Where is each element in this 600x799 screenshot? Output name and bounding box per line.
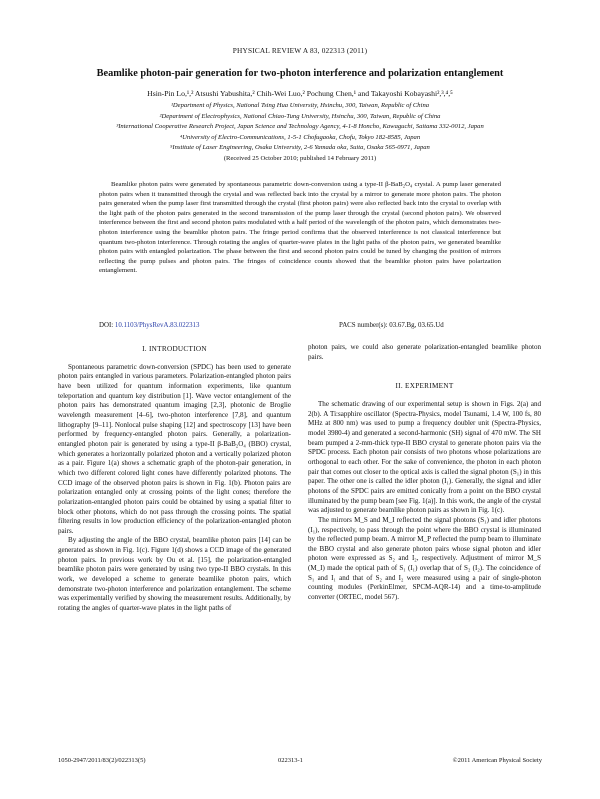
pacs-numbers: PACS number(s): 03.67.Bg, 03.65.Ud xyxy=(339,322,444,329)
intro-paragraph-1: Spontaneous parametric down-conversion (SPDC) has been used to generate photon pairs entangled in various parameters. Polarization-entangled photon pairs have been utilized for quantum information experiments, like quantum teleportation and quantum key distribution [1]. Wave vector entanglement of the photon pairs has demonstrated quantum imaging [2,3], photonic de Broglie wavelength measurement [4–6], two-photon interference [7,8], and quantum lithography [9–11]. Nonlocal pulse shaping [12] and spectroscopy [13] have been performed by frequency-entangled photon pairs. Generally, a polarization-entangled photon pair is generated by using a type-II β-BaB₂O₄ (BBO) crystal, which generates a horizontally polarized photon and a vertically polarized photon as a pair. Figure 1(a) shows a schematic graph of the photon-pair generation, in which two different colored light cones have differently polarized photons. The CCD image of the observed photon pairs is shown in Fig. 1(b). Photon pairs are polarization entangled only at crossing points of the light cones; therefore the polarization-entangled photon pairs could be obtained by using a spatial filter to block other photons, which do not pass through the crossing points. The spatial filtering results in low production efficiency of the polarization-entangled photon pairs. xyxy=(58,362,291,535)
intro-paragraph-continued: photon pairs, we could also generate polarization-entangled beamlike photon pairs. xyxy=(308,343,541,361)
section-heading-experiment: II. EXPERIMENT xyxy=(395,382,454,391)
journal-header: PHYSICAL REVIEW A 83, 022313 (2011) xyxy=(232,46,368,55)
affiliation-3: ³International Cooperative Research Project, Japan Science and Technology Agency, 4-1-8 Honcho, Kawaguchi, Saitama 332-0012, Japan xyxy=(116,123,484,131)
affiliation-4: ⁴University of Electro-Communications, 1-5-1 Chofugaoka, Chofu, Tokyo 182-8585, Japan xyxy=(179,133,421,141)
affiliation-1: ¹Department of Physics, National Tsing Hua University, Hsinchu, 300, Taiwan, Republic of China xyxy=(170,102,430,109)
abstract: Beamlike photon pairs were generated by spontaneous parametric down-conversion using a type-II β-BaB₂O₄ crystal. A pump laser generated photon pairs when it transmitted through the crystal and was reflected back into the crystal by a mirror to generate more photon pairs. The photon pairs generated when the pump laser first transmitted through the crystal (first photon pairs) were also reflected back into the crystal to overlap with the light path of the photon pairs generated in the second transmission of the pump laser through the crystal (second photon pairs). We observed interference between the first and second photon pairs modulated with a half period of the wavelength of the photon pairs, which demonstrates two-photon interference using the beamlike photon pairs. The fringe period confirms that the observed interference is not classical interference but quantum two-photon interference. Through rotating the angles of quarter-wave plates in the light paths of the photon pairs, we generated beamlike photon pairs with entangled polarization. The phase between the first and second photon pairs could be tuned by changing the position of mirrors reflecting the pump pulses and photon pairs. The fringes of coincidence counts showed that the beamlike photon pairs have polarization entanglement. xyxy=(99,181,501,275)
left-column xyxy=(58,343,291,614)
affiliation-2: ²Department of Electrophysics, National Chiao-Tung University, Hsinchu, 300, Taiwan, Republic of China xyxy=(159,112,441,120)
footer-copyright: ©2011 American Physical Society xyxy=(452,757,542,764)
experiment-paragraph-2: The mirrors M_S and M_I reflected the signal photons (S₁) and idler photons (I₁), respectively, to pass through the point where the BBO crystal is illuminated by the reflected pump beam. A mirror M_P reflected the pump beam to illuminate the BBO crystal and also generate photon pairs whose signal photon and idler photon were expressed as S₂ and I₂, respectively. Adjustment of mirror M_S (M_I) made the optical path of S₁ (I₁) overlap that of S₂ (I₂). The coincidence of S₁ and I₁ and that of S₂ and I₂ were measured using a pair of single-photon counting modules (PerkinElmer, SPCM-AQR-14) and a time-to-amplitude converter (ORTEC, model 567). xyxy=(308,515,541,602)
footer-page-number: 022313-1 xyxy=(278,757,303,764)
affiliation-5: ⁵Institute of Laser Engineering, Osaka University, 2-6 Yamada oka, Suita, Osaka 565-0971, Japan xyxy=(170,144,430,152)
author-list: Hsin-Pin Lo,¹,² Atsushi Yabushita,² Chih-Wei Luo,² Pochung Chen,¹ and Takayoshi Kobayashi²,³,⁴,⁵ xyxy=(147,89,453,98)
footer-issn: 1050-2947/2011/83(2)/022313(5) xyxy=(58,757,146,764)
doi-label: DOI: xyxy=(99,322,114,329)
section-heading-introduction: I. INTRODUCTION xyxy=(142,345,207,353)
affiliations xyxy=(0,101,600,165)
right-column xyxy=(308,343,541,603)
received-dates: (Received 25 October 2010; published 14 February 2011) xyxy=(223,154,377,162)
paper-title: Beamlike photon-pair generation for two-photon interference and polarization entanglement xyxy=(96,68,504,79)
experiment-paragraph-1: The schematic drawing of our experimental setup is shown in Figs. 2(a) and 2(b). A Ti:sapphire oscillator (Spectra-Physics, model Tsunami, 1.4 W, 100 fs, 80 MHz at 800 nm) was used to pump a frequency doubler unit (Spectra-Physics, model 3980-4) and generated a second-harmonic (SH) signal of 470 mW. The SH beam pumped a 2-mm-thick type-II BBO crystal to generate photon pairs via the SPDC process. Each photon pair consists of two photons whose polarizations are orthogonal to each other. For the sake of convenience, the photon in each photon pair that comes out closer to the optical axis is called the signal photon (S₁) in this paper. The other one is called the idler photon (I₁). Generally, the signal and idler photons of the SPDC pairs are emitted conically from a point on the BBO crystal illuminated by the pump beam [see Fig. 1(a)]. In this work, the angle of the crystal was adjusted to generate beamlike photon pairs as shown in Fig. 1(c). xyxy=(308,399,541,515)
doi-link[interactable]: 10.1103/PhysRevA.83.022313 xyxy=(114,322,200,329)
doi-line xyxy=(99,322,199,329)
intro-paragraph-2: By adjusting the angle of the BBO crystal, beamlike photon pairs [14] can be generated as shown in Fig. 1(c). Figure 1(d) shows a CCD image of the generated photon pairs. In previous work by Ou et al. [15], the polarization-entangled beamlike photon pairs were generated by using two type-II BBO crystals. In this work, we developed a scheme to generate beamlike photon pairs, which demonstrate two-photon interference and polarization entanglement. The scheme was experimentally verified by showing the measurement results. Additionally, by rotating the angles of quarter-wave plates in the light paths of xyxy=(58,536,291,613)
